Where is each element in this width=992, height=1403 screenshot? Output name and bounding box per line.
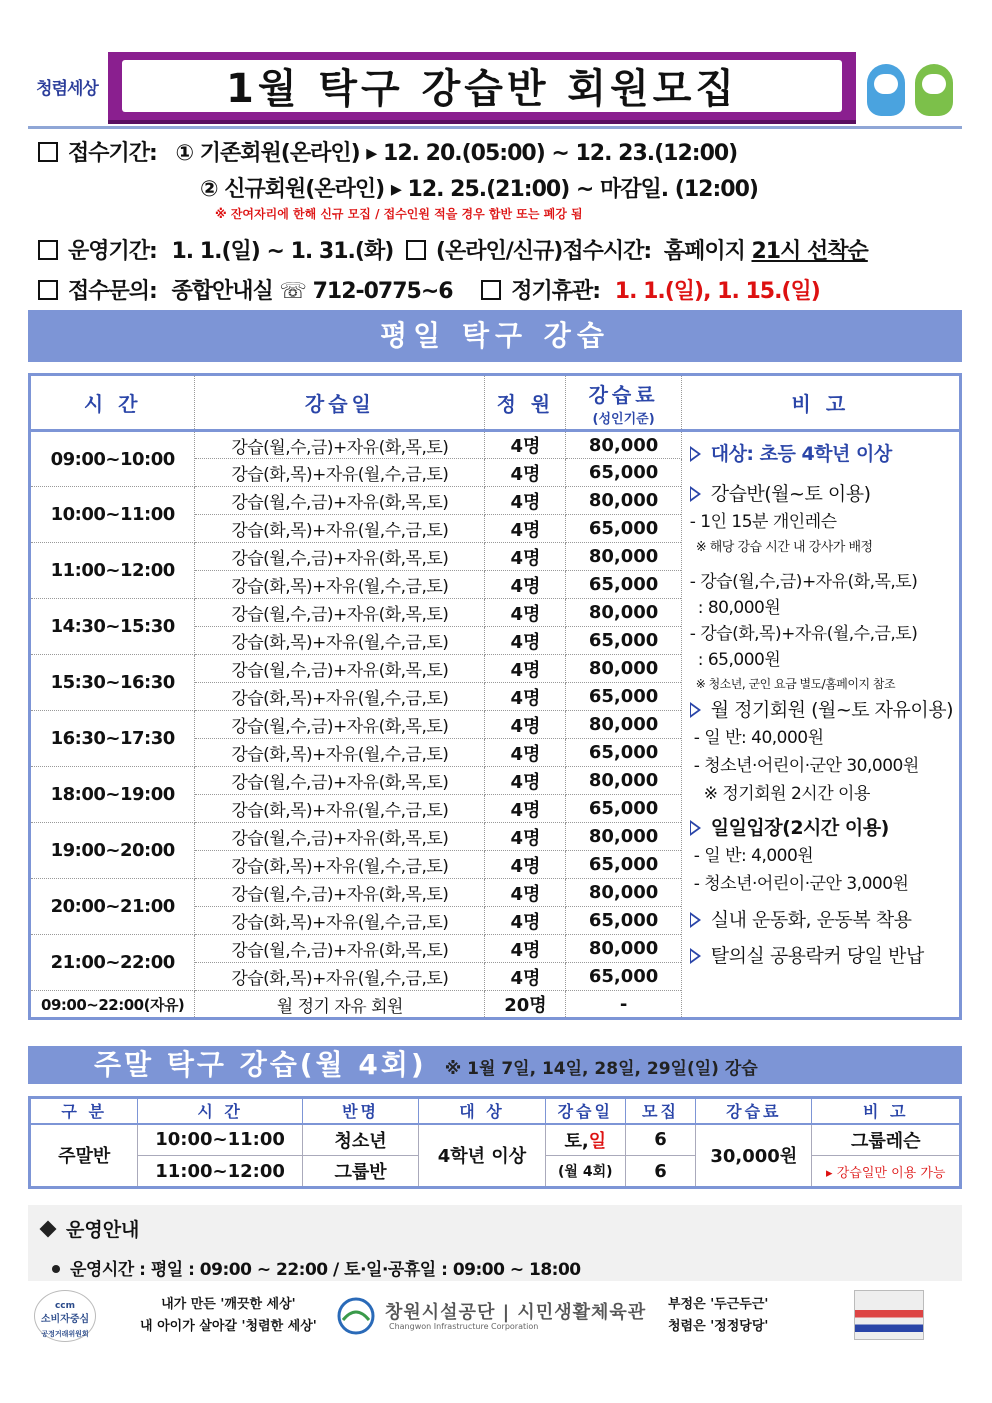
online-value-underlined: 21시 선착순: [751, 239, 868, 264]
course-b: 강습(화,목)+자유(월,수,금,토): [195, 571, 485, 599]
capacity: 4명: [485, 823, 566, 851]
fee-b: 65,000: [566, 963, 681, 991]
weekend-time-1: 10:00~11:00: [138, 1124, 303, 1156]
integrity-slogan: 부정은 '두근두근' 청렴은 '정정당당': [668, 1297, 769, 1334]
integrity-logo: [32, 64, 102, 114]
header-recruit: 모집: [625, 1098, 695, 1124]
triangle-icon: [690, 702, 701, 718]
green-mascot-icon: [915, 64, 953, 116]
course-b: 강습(화,목)+자유(월,수,금,토): [195, 851, 485, 879]
weekend-group-2: 그룹반: [302, 1156, 418, 1188]
header-target: 대 상: [419, 1098, 545, 1124]
inquiry-label: 접수문의:: [68, 279, 157, 304]
course-b: 강습(화,목)+자유(월,수,금,토): [195, 795, 485, 823]
fee-a: 80,000: [566, 487, 681, 515]
course-b: 강습(화,목)+자유(월,수,금,토): [195, 963, 485, 991]
fee-a: 80,000: [566, 655, 681, 683]
table-row-time: 21:00~22:00: [30, 935, 195, 991]
header-days: 강습일: [195, 375, 485, 431]
closed-value: 1. 1.(일), 1. 15.(일): [614, 279, 820, 304]
weekday-table: [28, 373, 962, 1020]
weekend-count-1: 6: [625, 1124, 695, 1156]
weekend-fee: 30,000원: [696, 1124, 812, 1188]
table-row-time: 09:00~10:00: [30, 431, 195, 487]
weekend-time-2: 11:00~12:00: [138, 1156, 303, 1188]
header-capacity: 정 원: [485, 375, 566, 431]
corporation-mark-icon: [333, 1296, 379, 1336]
capacity: 4명: [485, 627, 566, 655]
title-banner: [108, 52, 856, 124]
triangle-icon: [690, 820, 701, 836]
table-row-time: 20:00~21:00: [30, 879, 195, 935]
remarks-cell: 대상: 초등 4학년 이상 강습반(월~토 이용) - 1인 15분 개인레슨 ※ 해당 강습 시간 내 강사가 배정 - 강습(월,수,금)+자유(화,목,토) : 80,000원 - 강습(화,목)+자유(월,수,금,토) : 65,000원 ※ 청소년, 군인 요금 별도/홈페이지 참조 월 정기회원 (월~토 자유이용) - 일 반: 40,000원 - 청소년·어린이·군안 30,000원 ※ 정기회원 2시간 이용 일일입장(2시간 이용) - 일 반: 4,000원 - 청소년·어린이·군안 3,000원 실내 운동화, 운동복 착용 탈의실 공용락커 당일 반납: [681, 431, 960, 1019]
bullet-icon: [52, 1265, 60, 1273]
capacity: 4명: [485, 599, 566, 627]
capacity: 4명: [485, 767, 566, 795]
closed-label: 정기휴관:: [511, 279, 601, 304]
ops-hours: 운영시간 : 평일 : 09:00 ~ 22:00 / 토·일·공휴일 : 09:00 ~ 18:00: [52, 1255, 581, 1280]
course-b: 강습(화,목)+자유(월,수,금,토): [195, 627, 485, 655]
course-a: 강습(월,수,금)+자유(화,목,토): [195, 487, 485, 515]
fee-a: 80,000: [566, 879, 681, 907]
fee-a: 80,000: [566, 711, 681, 739]
weekend-target: 4학년 이상: [419, 1124, 545, 1188]
fee-b: 65,000: [566, 627, 681, 655]
header: [28, 50, 962, 126]
fee-a: 80,000: [566, 823, 681, 851]
capacity: 4명: [485, 907, 566, 935]
capacity: 4명: [485, 431, 566, 459]
course-a: 강습(월,수,금)+자유(화,목,토): [195, 823, 485, 851]
weekday-band: 평일 탁구 강습: [28, 310, 962, 362]
course-a: 강습(월,수,금)+자유(화,목,토): [195, 879, 485, 907]
table-row-time: 10:00~11:00: [30, 487, 195, 543]
ccm-logo: ccm 소비자중심 공정거래위원회: [34, 1290, 96, 1342]
weekend-note-1: 그룹레슨: [812, 1124, 961, 1156]
course-b: 강습(화,목)+자유(월,수,금,토): [195, 459, 485, 487]
fee-a: 80,000: [566, 431, 681, 459]
registration-note: ※ 잔여자리에 한해 신규 모집 / 접수인원 적을 경우 합반 또는 폐강 됨: [215, 207, 583, 221]
weekend-title: 주말 탁구 강습(월 4회): [94, 1048, 427, 1081]
capacity: 4명: [485, 459, 566, 487]
triangle-icon: [690, 912, 701, 928]
fee-a: 80,000: [566, 543, 681, 571]
header-category: 구 분: [30, 1098, 138, 1124]
inquiry-line: [38, 274, 820, 305]
course-b: 강습(화,목)+자유(월,수,금,토): [195, 515, 485, 543]
weekend-days-sub: (월 4회): [545, 1156, 625, 1188]
capacity: 4명: [485, 739, 566, 767]
inquiry-value: 종합안내실 ☏ 712-0775~6: [171, 279, 453, 304]
fee-b: 65,000: [566, 795, 681, 823]
header-class: 반명: [302, 1098, 418, 1124]
checkbox-icon: [38, 142, 58, 162]
header-remarks: 비 고: [681, 375, 960, 431]
free-row-course: 월 정기 자유 회원: [195, 991, 485, 1019]
weekend-note-2: ▸ 강습일만 이용 가능: [812, 1156, 961, 1188]
capacity: 4명: [485, 795, 566, 823]
capacity: 4명: [485, 543, 566, 571]
blue-mascot-icon: [867, 64, 905, 116]
table-row-time: 16:30~17:30: [30, 711, 195, 767]
fee-b: 65,000: [566, 739, 681, 767]
checkbox-icon: [38, 240, 58, 260]
capacity: 4명: [485, 487, 566, 515]
period-line: [38, 234, 868, 265]
course-a: 강습(월,수,금)+자유(화,목,토): [195, 711, 485, 739]
free-row-time: 09:00~22:00(자유): [30, 991, 195, 1019]
fee-b: 65,000: [566, 683, 681, 711]
capacity: 4명: [485, 571, 566, 599]
capacity: 4명: [485, 683, 566, 711]
weekend-table: [28, 1096, 962, 1189]
table-row-time: 15:30~16:30: [30, 655, 195, 711]
course-b: 강습(화,목)+자유(월,수,금,토): [195, 907, 485, 935]
weekend-group-1: 청소년: [302, 1124, 418, 1156]
triangle-icon: [690, 948, 701, 964]
fee-b: 65,000: [566, 907, 681, 935]
footer: [28, 1290, 962, 1350]
divider: [28, 126, 962, 129]
capacity: 4명: [485, 711, 566, 739]
capacity: 4명: [485, 515, 566, 543]
capacity: 4명: [485, 879, 566, 907]
fee-a: 80,000: [566, 767, 681, 795]
weekend-count-2: 6: [625, 1156, 695, 1188]
free-row-capacity: 20명: [485, 991, 566, 1019]
capacity: 4명: [485, 851, 566, 879]
registration-existing: ① 기존회원(온라인) ▸ 12. 20.(05:00) ~ 12. 23.(12:00): [175, 141, 738, 166]
weekend-band: [28, 1046, 962, 1084]
course-a: 강습(월,수,금)+자유(화,목,토): [195, 431, 485, 459]
triangle-icon: [690, 486, 701, 502]
period-label: 운영기간:: [68, 239, 157, 264]
fee-b: 65,000: [566, 515, 681, 543]
checkbox-icon: [481, 280, 501, 300]
header-remarks: 비 고: [812, 1098, 961, 1124]
fee-b: 65,000: [566, 851, 681, 879]
period-value: 1. 1.(일) ~ 1. 31.(화): [171, 239, 394, 264]
clean-slogan: 내가 만든 '깨끗한 세상' 내 아이가 살아갈 '청렴한 세상': [140, 1297, 317, 1334]
fee-b: 65,000: [566, 459, 681, 487]
logo-text: 청렴세상: [36, 79, 98, 99]
course-a: 강습(월,수,금)+자유(화,목,토): [195, 599, 485, 627]
course-a: 강습(월,수,금)+자유(화,목,토): [195, 767, 485, 795]
page-title: 1월 탁구 강습반 회원모집: [225, 66, 738, 112]
weekend-note: ※ 1월 7일, 14일, 28일, 29일(일) 강습: [444, 1059, 758, 1079]
table-row-time: 18:00~19:00: [30, 767, 195, 823]
header-fee: 강습료: [696, 1098, 812, 1124]
fee-a: 80,000: [566, 599, 681, 627]
course-b: 강습(화,목)+자유(월,수,금,토): [195, 739, 485, 767]
checkbox-icon: [406, 240, 426, 260]
triangle-icon: [690, 446, 701, 462]
table-row-time: 11:00~12:00: [30, 543, 195, 599]
fee-a: 80,000: [566, 935, 681, 963]
fee-b: 65,000: [566, 571, 681, 599]
ops-title: 운영안내: [42, 1215, 139, 1242]
header-days: 강습일: [545, 1098, 625, 1124]
registration-line-2: [200, 172, 758, 203]
table-row-time: 19:00~20:00: [30, 823, 195, 879]
checkbox-icon: [38, 280, 58, 300]
weekend-class: 주말반: [30, 1124, 138, 1188]
free-row-fee: -: [566, 991, 681, 1019]
course-a: 강습(월,수,금)+자유(화,목,토): [195, 543, 485, 571]
registration-line-1: [38, 136, 737, 167]
table-row-time: 14:30~15:30: [30, 599, 195, 655]
header-fee: 강습료 (성인기준): [566, 375, 681, 431]
registration-label: 접수기간:: [68, 141, 157, 166]
corporation-logo: 창원시설공단 | 시민생활체육관 Changwon Infrastructure Corporation: [333, 1296, 653, 1336]
capacity: 4명: [485, 655, 566, 683]
online-label: (온라인/신규)접수시간:: [435, 239, 652, 264]
course-a: 강습(월,수,금)+자유(화,목,토): [195, 655, 485, 683]
registration-new: ② 신규회원(온라인) ▸ 12. 25.(21:00) ~ 마감일. (12:00): [200, 177, 758, 202]
header-time: 시 간: [138, 1098, 303, 1124]
header-time: 시 간: [30, 375, 195, 431]
diamond-icon: [40, 1221, 57, 1238]
capacity: 4명: [485, 935, 566, 963]
mascot-icons: [863, 58, 958, 122]
certification-emblem: [854, 1290, 924, 1340]
capacity: 4명: [485, 963, 566, 991]
weekend-days: 토,일: [545, 1124, 625, 1156]
course-a: 강습(월,수,금)+자유(화,목,토): [195, 935, 485, 963]
course-b: 강습(화,목)+자유(월,수,금,토): [195, 683, 485, 711]
operation-info: [28, 1205, 962, 1281]
online-value: 홈페이지: [663, 239, 745, 264]
